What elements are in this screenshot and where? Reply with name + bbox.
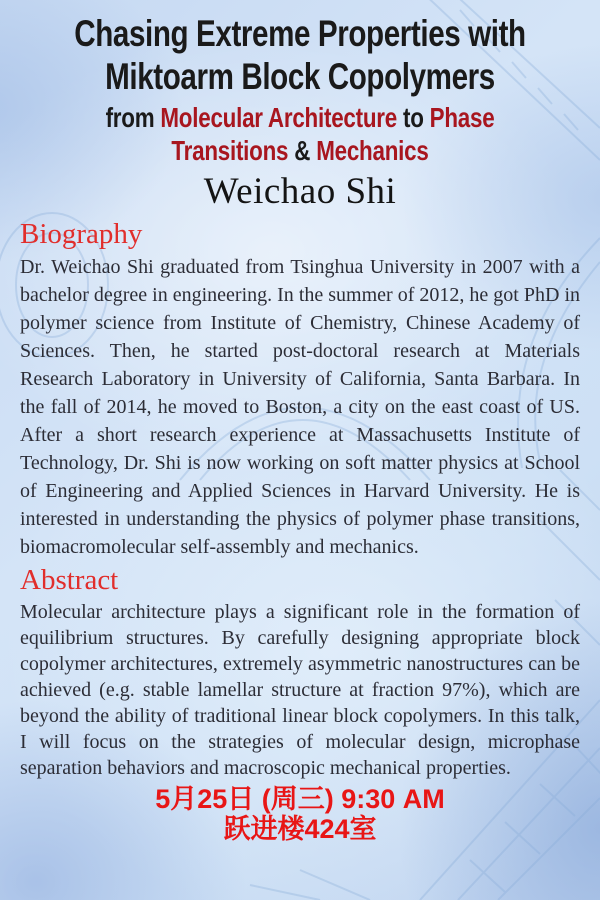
speaker-name: Weichao Shi (203, 171, 397, 212)
biography-text: Dr. Weichao Shi graduated from Tsinghua University in 2007 with a bachelor degree in engineering. In the summer of 2012, he got PhD in polymer science from Institute of Chemistry, Chinese Academy of Sciences. Then, he started post-doctoral research at Materials Research Laboratory in University of California, Santa Barbara. In the fall of 2014, he moved to Boston, a city on the east coast of US. After a short research experience at Massachusetts Institute of Technology, Dr. Shi is now working on soft matter physics at School of Engineering and Applied Sciences in Harvard University. He is interested in understanding the physics of polymer phase transitions, biomacromolecular self-assembly and mechanics. (20, 256, 580, 558)
abstract-text: Molecular architecture plays a significant role in the formation of equilibrium structures. By carefully designing appropriate block copolymer architectures, extremely asymmetric nanostructures can be achieved (e.g. stable lamellar structure at fraction 97%), which are beyond the ability of traditional linear block copolymers. In this talk, I will focus on the strategies of molecular design, microphase separation behaviors and macroscopic mechanical properties. (20, 601, 580, 779)
abstract-heading: Abstract (20, 564, 119, 596)
title-line-1: Chasing Extreme Properties with (74, 13, 526, 54)
poster-title (0, 12, 600, 98)
subtitle-segment: Transitions (171, 135, 289, 166)
subtitle-line-2 (60, 134, 540, 167)
biography-heading: Biography (20, 218, 143, 250)
subtitle-line-1 (60, 101, 540, 134)
subtitle-segment: to (397, 102, 430, 133)
title-line-2: Miktoarm Block Copolymers (105, 56, 495, 97)
event-location: 跃进楼424室 (223, 814, 377, 844)
event-info (0, 784, 600, 844)
biography-section (0, 218, 600, 561)
poster-subtitle (0, 101, 600, 167)
subtitle-segment: Molecular Architecture (160, 102, 397, 133)
subtitle-segment: Phase (429, 102, 495, 133)
subtitle-segment: Mechanics (316, 135, 429, 166)
abstract-section (0, 564, 600, 781)
subtitle-segment: & (288, 135, 317, 166)
event-datetime: 5月25日 (周三) 9:30 AM (155, 784, 445, 814)
subtitle-segment: from (105, 102, 161, 133)
